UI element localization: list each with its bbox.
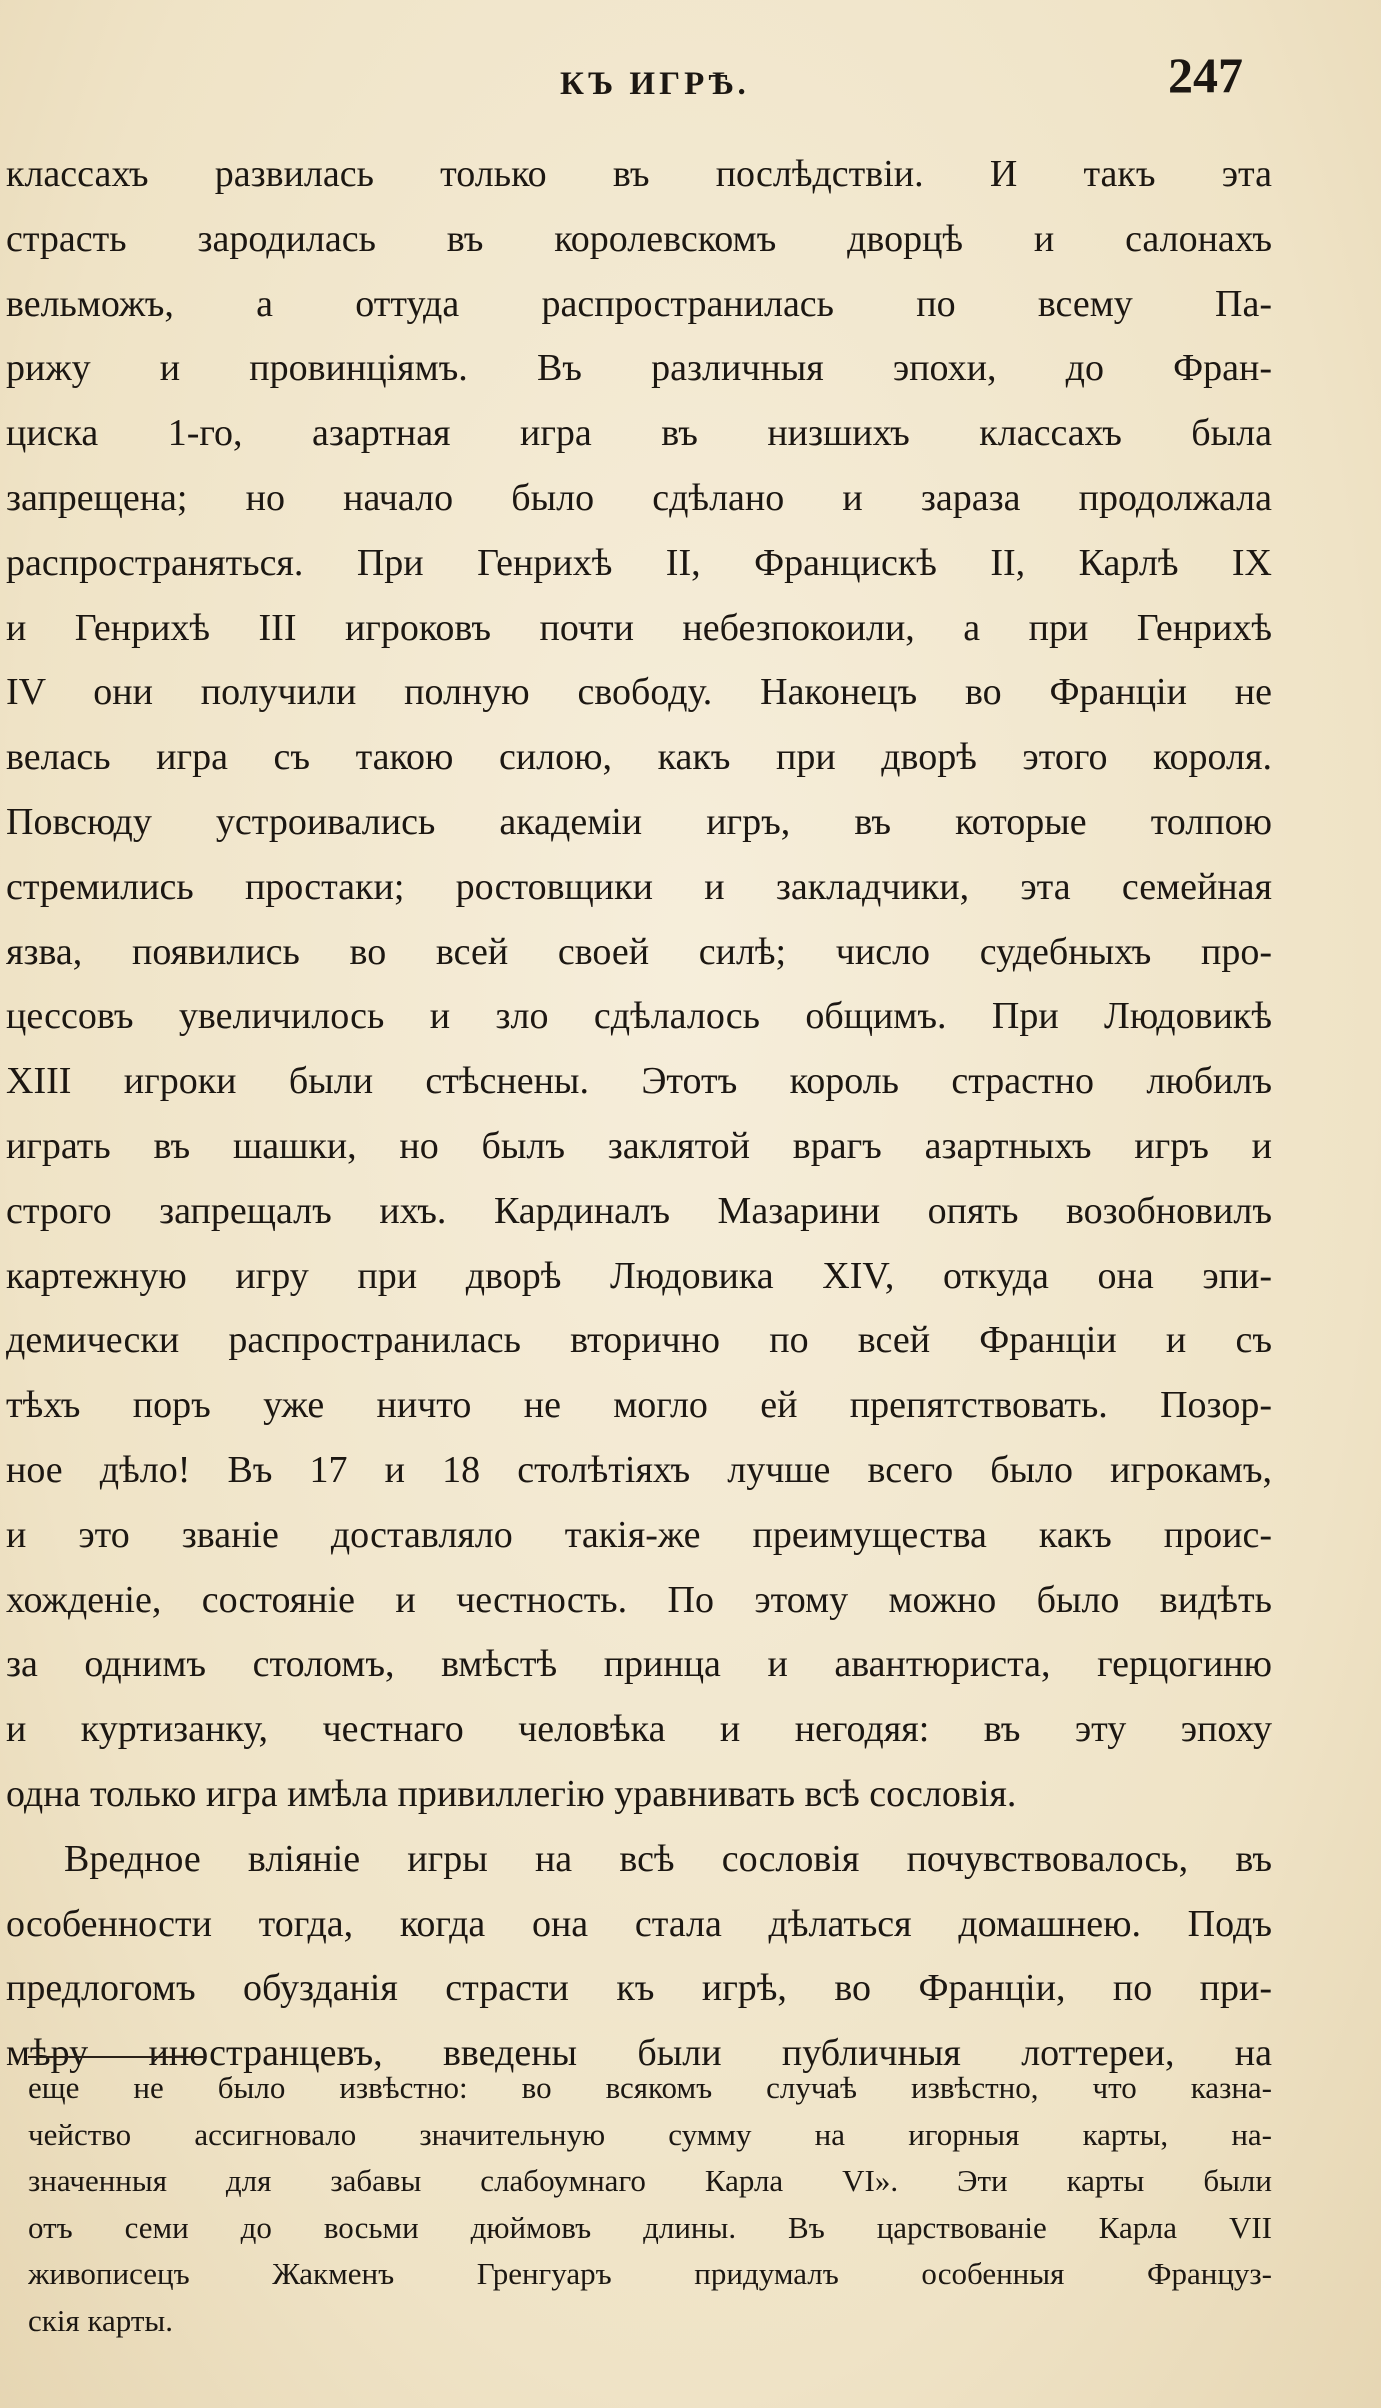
text-line: запрещена; но начало было сдѣлано и зараза продолжала xyxy=(6,476,1272,519)
text-line: цессовъ увеличилось и зло сдѣлалось общимъ. При Людовикѣ xyxy=(6,995,1272,1038)
text-line: играть въ шашки, но былъ заклятой врагъ азартныхъ игръ и xyxy=(6,1124,1272,1167)
text-line: и куртизанку, честнаго человѣка и негодяя: въ эту эпоху xyxy=(6,1708,1272,1751)
text-line: вельможъ, а оттуда распространилась по всему Па- xyxy=(6,282,1272,325)
footnote-line: отъ семи до восьми дюймовъ длины. Въ царствованіе Карла VII xyxy=(28,2209,1272,2245)
paragraph-start-line: Вредное вліяніе игры на всѣ сословія почувствовалось, въ xyxy=(64,1837,1272,1880)
text-line: распространяться. При Генрихѣ II, Францискѣ II, Карлѣ IX xyxy=(6,541,1272,584)
text-line: строго запрещалъ ихъ. Кардиналъ Мазарини опять возобновилъ xyxy=(6,1189,1272,1232)
footnote-line: чейство ассигновало значительную сумму на игорныя карты, на- xyxy=(28,2116,1272,2152)
text-line: тѣхъ поръ уже ничто не могло ей препятствовать. Позор- xyxy=(6,1384,1272,1427)
text-line: одна только игра имѣла привиллегію уравнивать всѣ сословія. xyxy=(6,1772,1017,1815)
footnote-line: еще не было извѣстно: во всякомъ случаѣ извѣстно, что казна- xyxy=(28,2070,1272,2105)
text-line: хожденіе, состояніе и честность. По этому можно было видѣть xyxy=(6,1578,1272,1621)
footnote-line: скія карты. xyxy=(28,2302,174,2338)
text-line: картежную игру при дворѣ Людовика XIV, откуда она эпи- xyxy=(6,1254,1272,1297)
text-line: ное дѣло! Въ 17 и 18 столѣтіяхъ лучше всего было игрокамъ, xyxy=(6,1448,1272,1491)
text-line: предлогомъ обузданія страсти къ игрѣ, во Франціи, по при- xyxy=(6,1967,1272,2010)
text-line: страсть зародилась въ королевскомъ дворцѣ и салонахъ xyxy=(6,217,1272,260)
text-line: велась игра съ такою силою, какъ при дворѣ этого короля. xyxy=(6,736,1272,779)
text-line: и Генрихѣ III игроковъ почти небезпокоили, а при Генрихѣ xyxy=(6,606,1272,649)
text-line: язва, появились во всей своей силѣ; число судебныхъ про- xyxy=(6,930,1272,973)
text-line: особенности тогда, когда она стала дѣлаться домашнею. Подъ xyxy=(6,1902,1272,1945)
footnote-line: значенныя для забавы слабоумнаго Карла VI». Эти карты были xyxy=(28,2163,1272,2198)
text-line: классахъ развилась только въ послѣдствіи. И такъ эта xyxy=(6,153,1272,195)
text-line: за однимъ столомъ, вмѣстѣ принца и авантюриста, герцогиню xyxy=(6,1643,1272,1686)
text-line: стремились простаки; ростовщики и закладчики, эта семейная xyxy=(6,865,1272,908)
running-title: КЪ ИГРѢ. xyxy=(560,66,750,102)
text-line: циска 1-го, азартная игра въ низшихъ классахъ была xyxy=(6,412,1272,455)
text-line: и это званіе доставляло такія-же преимущества какъ проис- xyxy=(6,1513,1272,1556)
text-line: рижу и провинціямъ. Въ различныя эпохи, до Фран- xyxy=(6,347,1272,390)
page-number: 247 xyxy=(1168,47,1243,103)
footnote-line: живописецъ Жакменъ Гренгуаръ придумалъ особенныя Француз- xyxy=(28,2256,1272,2291)
text-line: IV они получили полную свободу. Наконецъ во Франціи не xyxy=(6,671,1272,714)
footnote-rule xyxy=(28,2056,206,2058)
text-line: XIII игроки были стѣснены. Этотъ король страстно любилъ xyxy=(6,1060,1272,1103)
text-line: Повсюду устроивались академіи игръ, въ которые толпою xyxy=(6,800,1272,843)
text-line: демически распространилась вторично по всей Франціи и съ xyxy=(6,1319,1272,1362)
text-line: мѣру иностранцевъ, введены были публичныя лоттереи, на xyxy=(6,2032,1272,2075)
footnote xyxy=(28,2065,1272,2344)
main-text xyxy=(6,142,1272,2086)
